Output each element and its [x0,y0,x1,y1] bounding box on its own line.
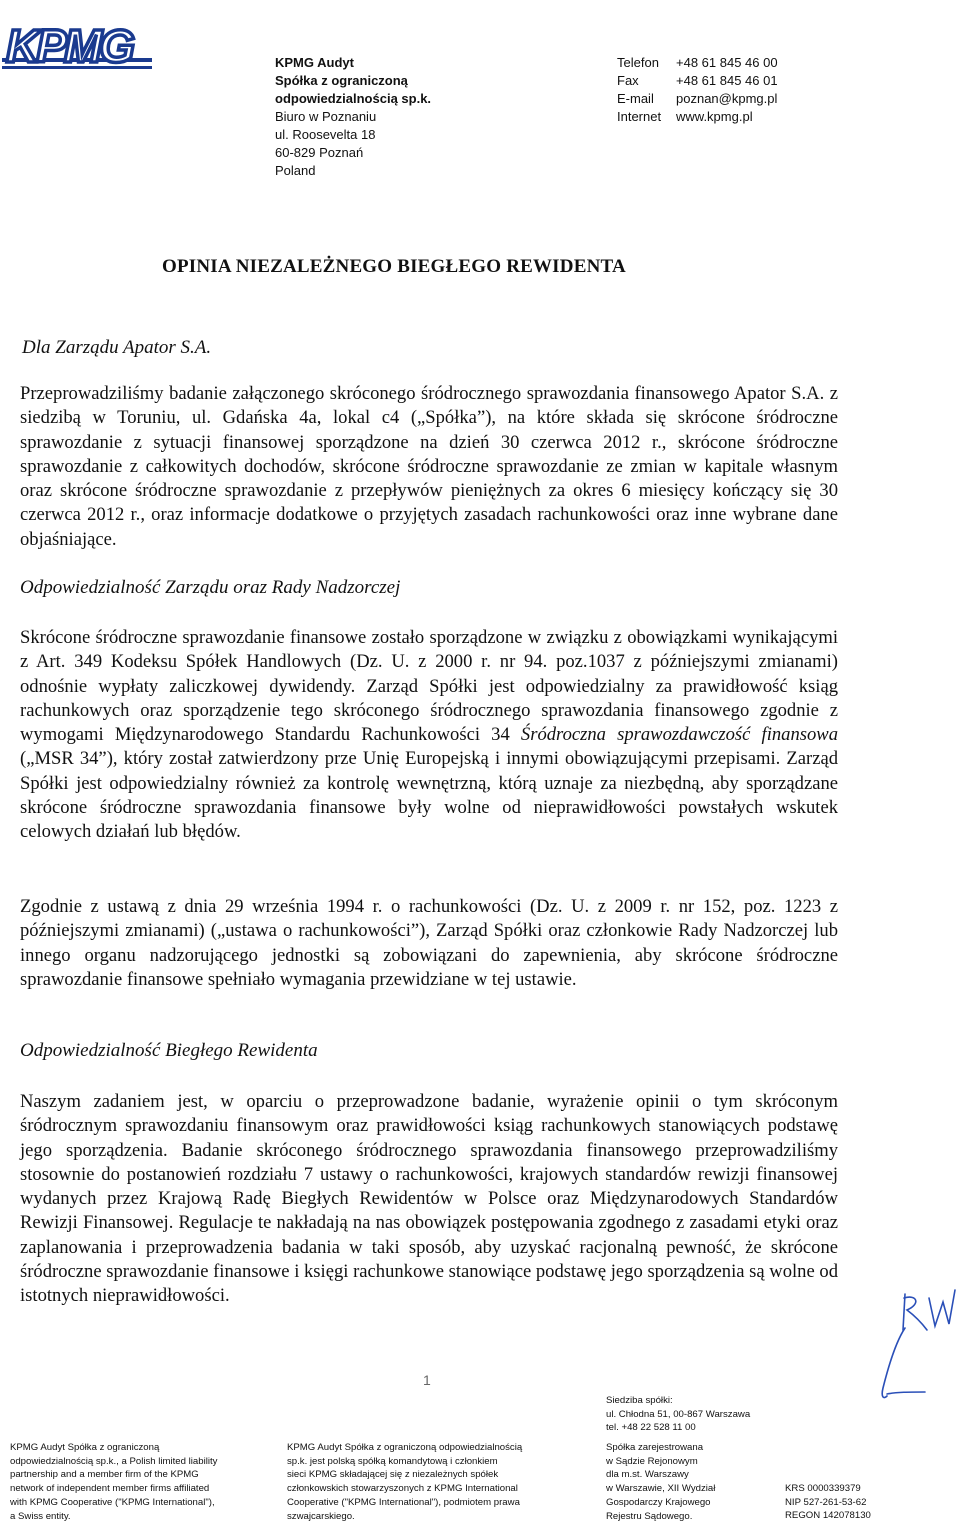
footer-headquarters: Siedziba spółki: ul. Chłodna 51, 00-867 Warszawa tel. +48 22 528 11 00 [606,1395,751,1433]
contact-phone: Telefon +48 61 845 46 00 [617,55,778,70]
page-number: 1 [423,1372,431,1388]
kpmg-logo [2,18,152,76]
contact-fax: Fax +48 61 845 46 01 [617,73,778,88]
footer-english-disclaimer: KPMG Audyt Spółka z ograniczoną odpowiedzialnością sp.k., a Polish limited liability partnership and a member firm of the KPMG network of independent member firms affiliated with KPMG Cooperative ("KPMG International"), a Swiss entity. [10,1442,218,1522]
office-line: Biuro w Poznaniu [275,109,377,124]
paragraph-auditor-responsibility: Naszym zadaniem jest, w oparciu o przeprowadzone badanie, wyrażenie opinii o tym skróconym śródrocznym sprawozdaniu finansowym oraz prawidłowości ksiąg rachunkowych stanowiących podstawę jego sporządzenia. Badanie skróconego śródrocznego sprawozdania finansowego przeprowadziliśmy stosownie do postanowień rozdziału 7 ustawy o rachunkowości, krajowych standardów rewizji finansowej wydanych przez Krajową Radę Biegłych Rewidentów w Polsce oraz Międzynarodowych Standardów Rewizji Finansowej. Regulacje te nakładają na nas obowiązek postępowania zgodnego z zasadami etyki oraz zaplanowania i przeprowadzenia badania w taki sposób, aby uzyskać racjonalną pewność, że skrócone śródroczne sprawozdanie finansowe i księgi rachunkowe stanowiące podstawę jego sporządzenia są wolne od istotnych nieprawidłowości. [20,1091,838,1307]
firm-name-line-1: KPMG Audyt [275,55,354,70]
street-line: ul. Roosevelta 18 [275,127,376,142]
paragraph-accounting-act: Zgodnie z ustawą z dnia 29 września 1994 r. o rachunkowości (Dz. U. z 2009 r. nr 152, poz. 1223 z późniejszymi zmianami) („ustawa o rachunkowości”), Zarząd Spółki oraz członkowie Rady Nadzorczej lub innego organu nadzorującego jednostki są zobowiązani do zapewnienia, aby skrócone śródroczne sprawozdanie finansowe spełniało wymagania przewidziane w tej ustawie. [20,896,838,990]
footer-court-registration: Spółka zarejestrowana w Sądzie Rejonowym dla m.st. Warszawy w Warszawie, XII Wydział Gospodarczy Krajowego Rejestru Sądowego. [606,1442,716,1522]
salutation: Dla Zarządu Apator S.A. [22,337,212,358]
contact-web: Internet www.kpmg.pl [617,109,753,124]
firm-name-line-2: Spółka z ograniczoną [275,73,408,88]
paragraph-scope: Przeprowadziliśmy badanie załączonego skróconego śródrocznego sprawozdania finansowego Apator S.A. z siedzibą w Toruniu, ul. Gdańska 4a, lokal c4 („Spółka”), na które składa się skrócone śródroczne sprawozdanie z sytuacji finansowej sporządzone na dzień 30 czerwca 2012 r., skrócone śródroczne sprawozdanie z całkowitych dochodów, skrócone śródroczne sprawozdanie ze zmian w kapitale własnym oraz skrócone śródroczne sprawozdanie z przepływów pieniężnych za okres 6 miesięcy kończący się 30 czerwca 2012 r., oraz informacje dodatkowe o przyjętych zasadach rachunkowości oraz inne wybrane dane objaśniające. [20,383,838,550]
logo-text: KPMG [6,20,132,72]
contact-details [617,54,778,126]
postal-line: 60-829 Poznań [275,145,364,160]
heading-management-responsibility: Odpowiedzialność Zarządu oraz Rady Nadzorczej [20,577,401,598]
office-address [275,54,575,180]
heading-auditor-responsibility: Odpowiedzialność Biegłego Rewidenta [20,1040,318,1061]
contact-email: E-mail poznan@kpmg.pl [617,91,778,106]
country-line: Poland [275,163,316,178]
signature-initials [825,1268,960,1418]
document-title: OPINIA NIEZALEŻNEGO BIEGŁEGO REWIDENTA [162,256,626,277]
standard-title: Śródroczna sprawozdawczość finansowa [520,724,838,746]
footer-polish-disclaimer: KPMG Audyt Spółka z ograniczoną odpowiedzialnością sp.k. jest polską spółką komandytową i członkiem sieci KPMG składającej się z niezależnych spółek członkowskich stowarzyszonych z KPMG International Cooperative ("KPMG International"), podmiotem prawa szwajcarskiego. [287,1442,523,1522]
firm-name-line-3: odpowiedzialnością sp.k. [275,91,432,106]
paragraph-management-responsibility: Skrócone śródroczne sprawozdanie finansowe zostało sporządzone w związku z obowiązkami wynikającymi z Art. 349 Kodeksu Spółek Handlowych (Dz. U. z 2000 r. nr 94. poz.1037 z późniejszymi zmianami) odnośnie wypłaty zaliczkowej dywidendy. Zarząd Spółki jest odpowiedzialny za prawidłowość ksiąg rachunkowych oraz sporządzenie tego skróconego śródrocznego sprawozdania finansowego zgodnie z wymogami Międzynarodowego Standardu Rachunkowości 34 Śródroczna sprawozdawczość finansowa („MSR 34”), który został zatwierdzony prze Unię Europejską i innymi obowiązującymi przepisami. Zarząd Spółki jest odpowiedzialny również za kontrolę wewnętrzną, którą uznaje za niezbędną, aby sporządzane skrócone śródroczne sprawozdania finansowe były wolne od nieprawidłowości powstałych wskutek celowych działań lub błędów. [20,627,838,843]
footer-registry-numbers: KRS 0000339379 NIP 527-261-53-62 REGON 142078130 [785,1483,871,1522]
